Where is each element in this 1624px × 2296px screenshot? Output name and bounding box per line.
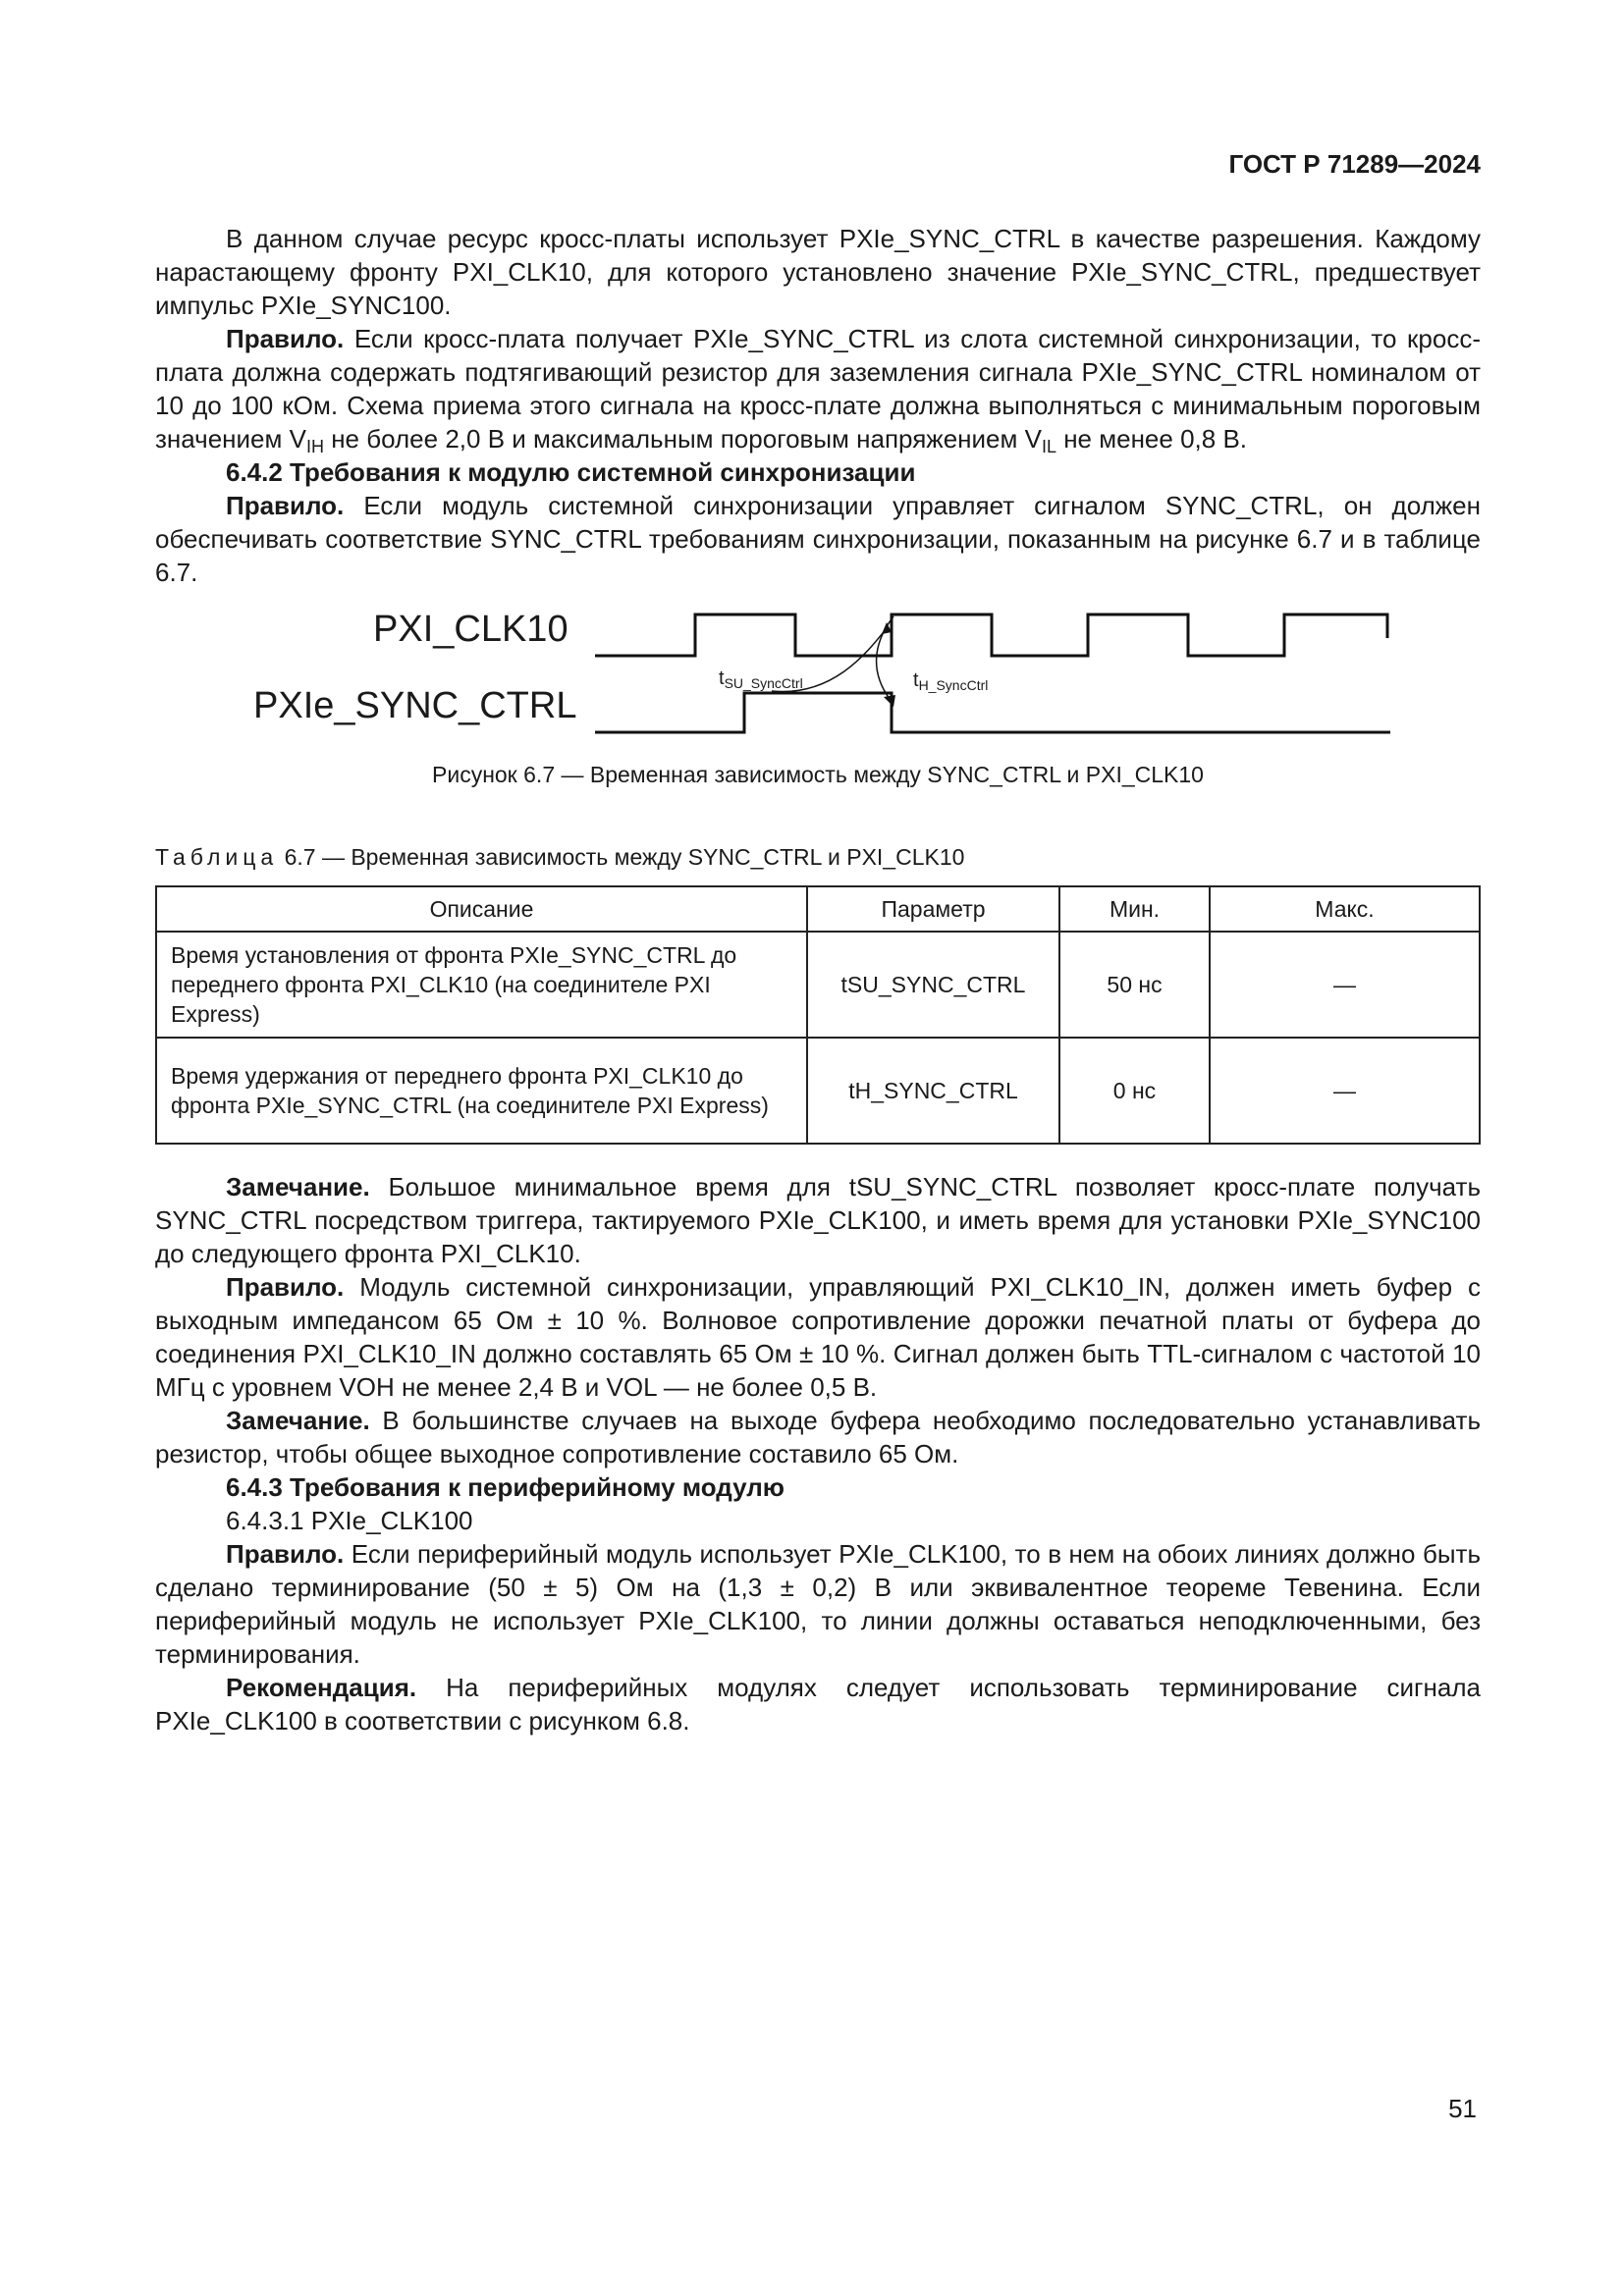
paragraph-2	[155, 322, 1481, 455]
col-header-description: Описание	[156, 886, 807, 932]
paragraph-2-text-b: не более 2,0 В и максимальным пороговым напряжением V	[323, 424, 1042, 454]
document-header: ГОСТ Р 71289—2024	[1228, 149, 1481, 179]
paragraph-7-text: Если периферийный модуль использует PXIe_CLK100, то в нем на обоих линиях должно быть сделано терминирование (50 ± 5) Ом на (1,3 ± 0,2) В или эквивалентное теореме Тевенина. Если периферийный модуль не использует PXIe_CLK100, то линии должны оставаться неподключенными, без терминирования.	[155, 1539, 1481, 1669]
hold-arrowhead	[884, 695, 895, 707]
paragraph-5-text: Модуль системной синхронизации, управляющий PXI_CLK10_IN, должен иметь буфер с выходным импедансом 65 Ом ± 10 %. Волновое сопротивление дорожки печатной платы от буфера до соединения PXI_CLK10_IN должно составлять 65 Ом ± 10 %. Сигнал должен быть TTL-сигналом с частотой 10 МГц с уровнем VOH не менее 2,4 В и VOL — не более 0,5 В.	[155, 1272, 1481, 1402]
table-caption-text: 6.7 — Временная зависимость между SYNC_CTRL и PXI_CLK10	[284, 844, 965, 870]
note-label: Замечание.	[226, 1406, 370, 1435]
paragraph-3	[155, 489, 1481, 589]
col-header-parameter: Параметр	[807, 886, 1059, 932]
note-label: Замечание.	[226, 1172, 370, 1201]
signal-label-pxi-clk10: PXI_CLK10	[373, 609, 568, 650]
vil-subscript: IL	[1041, 437, 1056, 456]
figure-caption: Рисунок 6.7 — Временная зависимость между SYNC_CTRL и PXI_CLK10	[432, 762, 1204, 787]
cell-max: —	[1210, 932, 1480, 1038]
paragraph-2-text-a: Если кросс-плата получает PXIe_SYNC_CTRL из слота системной синхронизации, то кросс-плата должна содержать подтягивающий резистор для заземления сигнала PXIe_SYNC_CTRL номиналом от 10 до 100 кОм. Схема приема этого сигнала на кросс-плате должна выполняться с минимальным пороговым значением V	[155, 324, 1481, 454]
paragraph-2-text-c: не менее 0,8 В.	[1056, 424, 1248, 454]
cell-parameter: tSU_SYNC_CTRL	[807, 932, 1059, 1038]
cell-description: Время удержания от переднего фронта PXI_CLK10 до фронта PXIe_SYNC_CTRL (на соединителе PXI Express)	[156, 1038, 807, 1144]
section-heading-6-4-2: 6.4.2 Требования к модулю системной синхронизации	[226, 457, 916, 487]
timing-waveforms	[155, 599, 1481, 742]
section-heading-6-4-3: 6.4.3 Требования к периферийному модулю	[226, 1472, 785, 1502]
table-row	[156, 932, 1480, 1038]
pxie-sync-ctrl-waveform	[595, 693, 1390, 732]
vih-subscript: IH	[305, 437, 324, 456]
rule-label: Правило.	[226, 1539, 345, 1569]
subsection-heading-6-4-3-1: 6.4.3.1 PXIe_CLK100	[226, 1506, 473, 1535]
rule-label: Правило.	[226, 324, 345, 353]
tsu-label: $t_{SU\_SyncCtrl}$	[719, 667, 803, 691]
rule-label: Правило.	[226, 491, 345, 520]
signal-label-pxie-sync-ctrl: PXIe_SYNC_CTRL	[253, 685, 577, 726]
table-word: Таблица	[155, 844, 279, 870]
table-header-row	[156, 886, 1480, 932]
th-label: $t_{H\_SyncCtrl}$	[913, 669, 989, 693]
paragraph-6	[155, 1404, 1481, 1470]
cell-min: 50 нс	[1059, 932, 1210, 1038]
cell-min: 0 нс	[1059, 1038, 1210, 1144]
page-number: 51	[1448, 2094, 1477, 2123]
page-body	[155, 222, 1481, 1737]
paragraph-6-text: В большинстве случаев на выходе буфера необходимо последовательно устанавливать резистор, чтобы общее выходное сопротивление составило 65 Ом.	[155, 1406, 1481, 1468]
cell-parameter: tH_SYNC_CTRL	[807, 1038, 1059, 1144]
paragraph-3-text: Если модуль системной синхронизации управляет сигналом SYNC_CTRL, он должен обеспечивать соответствие SYNC_CTRL требованиям синхронизации, показанным на рисунке 6.7 и в таблице 6.7.	[155, 491, 1481, 587]
paragraph-4	[155, 1170, 1481, 1270]
paragraph-8-text: На периферийных модулях следует использовать терминирование сигнала PXIe_CLK100 в соответствии с рисунком 6.8.	[155, 1673, 1481, 1735]
cell-max: —	[1210, 1038, 1480, 1144]
timing-diagram	[155, 599, 1481, 742]
rule-label: Правило.	[226, 1272, 345, 1302]
table-caption	[155, 840, 1481, 874]
timing-table	[155, 885, 1481, 1145]
paragraph-8	[155, 1671, 1481, 1737]
cell-description: Время установления от фронта PXIe_SYNC_CTRL до переднего фронта PXI_CLK10 (на соединителе PXI Express)	[156, 932, 807, 1038]
paragraph-7	[155, 1537, 1481, 1671]
paragraph-5	[155, 1270, 1481, 1404]
table-row	[156, 1038, 1480, 1144]
paragraph-4-text: Большое минимальное время для tSU_SYNC_CTRL позволяет кросс-плате получать SYNC_CTRL посредством триггера, тактируемого PXIe_CLK100, и иметь время для установки PXIe_SYNC100 до следующего фронта PXI_CLK10.	[155, 1172, 1481, 1268]
pxi-clk10-waveform	[595, 614, 1387, 656]
paragraph-1: В данном случае ресурс кросс-платы использует PXIe_SYNC_CTRL в качестве разрешения. Каждому нарастающему фронту PXI_CLK10, для которого установлено значение PXIe_SYNC_CTRL, предшествует импульс PXIe_SYNC100.	[155, 224, 1481, 320]
col-header-max: Макс.	[1210, 886, 1480, 932]
recommendation-label: Рекомендация.	[226, 1673, 417, 1702]
col-header-min: Мин.	[1059, 886, 1210, 932]
